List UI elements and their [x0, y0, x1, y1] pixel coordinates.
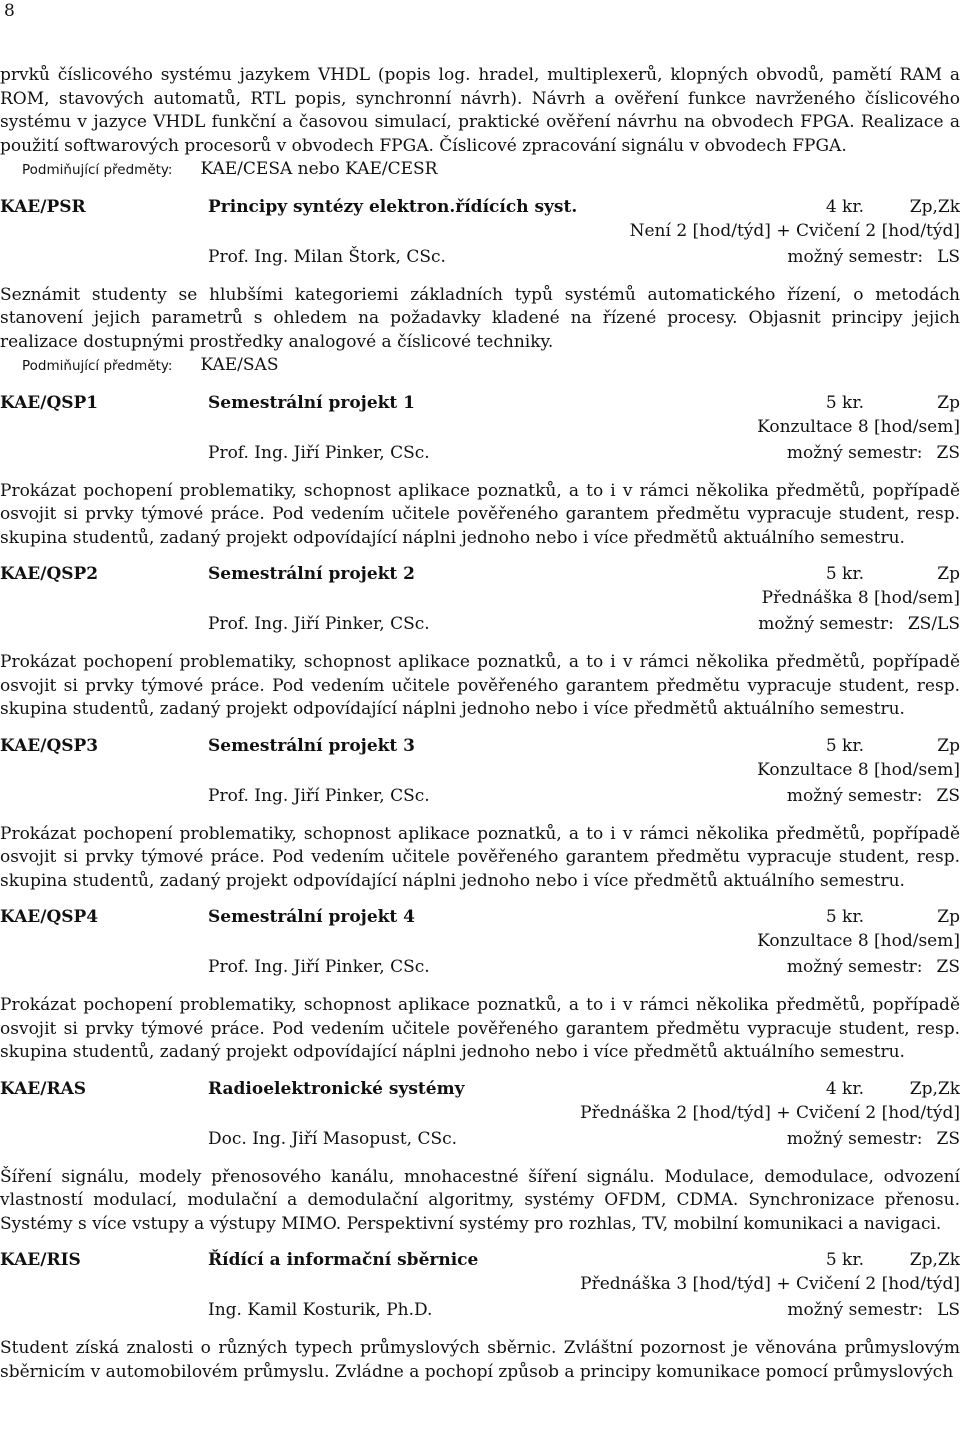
- course-code: KAE/RIS: [0, 1250, 81, 1270]
- course-hours: Přednáška 3 [hod/týd] + Cvičení 2 [hod/týd]: [580, 1274, 960, 1294]
- course-semester: [758, 613, 960, 637]
- course-entry: [0, 563, 960, 722]
- course-teacher: Prof. Ing. Milan Štork, CSc.: [208, 246, 446, 267]
- course-credits: 4 kr.: [825, 196, 864, 217]
- page-number: 8: [4, 1, 15, 21]
- prereq-value: KAE/CESA nebo KAE/CESR: [200, 159, 438, 179]
- prereq-value: KAE/SAS: [200, 355, 279, 375]
- semester-value: ZS: [936, 1128, 960, 1149]
- course-description: Prokázat pochopení problematiky, schopnost aplikace poznatků, a to i v rámci několika předmětů, popřípadě osvojit si prvky týmové práce. Pod vedením učitele pověřeného garantem předmětu vypracuje student, resp. skupina studentů, zadaný projekt odpovídající náplni jednoho nebo i více předmětů aktuálního semestru.: [0, 480, 960, 548]
- prereq-label: Podmiňující předměty:: [22, 162, 173, 178]
- course-header: [0, 392, 960, 416]
- course-hours: Přednáška 8 [hod/sem]: [761, 588, 960, 608]
- course-header: [0, 563, 960, 587]
- course-meta: [0, 613, 960, 637]
- course-title: Semestrální projekt 2: [208, 564, 416, 584]
- course-title: Řídící a informační sběrnice: [208, 1250, 479, 1270]
- course-type: Zp,Zk: [909, 1078, 960, 1099]
- course-entry: [0, 196, 960, 379]
- semester-value: LS: [937, 246, 960, 267]
- course-title: Semestrální projekt 3: [208, 735, 416, 756]
- course-title: Semestrální projekt 4: [208, 907, 416, 927]
- course-title: Principy syntézy elektron.řídících syst.: [208, 196, 578, 217]
- course-description: Prokázat pochopení problematiky, schopnost aplikace poznatků, a to i v rámci několika předmětů, popřípadě osvojit si prvky týmové práce. Pod vedením učitele pověřeného garantem předmětu vypracuje student, resp. skupina studentů, zadaný projekt odpovídající náplni jednoho nebo i více předmětů aktuálního semestru.: [0, 823, 960, 891]
- course-type: Zp: [937, 392, 960, 413]
- course-type: Zp: [937, 564, 960, 584]
- course-hours: Konzultace 8 [hod/sem]: [757, 416, 960, 437]
- course-credits: 4 kr.: [825, 1078, 864, 1099]
- course-semester: [787, 785, 960, 809]
- course-entry: [0, 1078, 960, 1237]
- semester-label: možný semestr:: [787, 246, 924, 267]
- semester-value: LS: [937, 1300, 960, 1320]
- course-semester: [787, 1128, 960, 1152]
- course-credits: 5 kr.: [825, 564, 864, 584]
- course-type: Zp,Zk: [909, 196, 960, 217]
- course-credits: 5 kr.: [825, 392, 864, 413]
- course-teacher: Ing. Kamil Kosturik, Ph.D.: [208, 1300, 433, 1320]
- course-teacher: Prof. Ing. Jiří Pinker, CSc.: [208, 614, 430, 634]
- course-hours: Není 2 [hod/týd] + Cvičení 2 [hod/týd]: [629, 220, 960, 241]
- course-meta: [0, 246, 960, 270]
- course-hours: Konzultace 8 [hod/sem]: [757, 931, 960, 951]
- course-description: Šíření signálu, modely přenosového kanálu, mnohacestné šíření signálu. Modulace, demodulace, odvození vlastností modulací, modulační a demodulační algoritmy, systémy OFDM, CDMA. Synchronizace přenosu. Systémy s více vstupy a výstupy MIMO. Perspektivní systémy pro rozhlas, TV, mobilní komunikaci a navigaci.: [0, 1166, 960, 1234]
- intro-paragraph: prvků číslicového systému jazykem VHDL (popis log. hradel, multiplexerů, klopných obvodů, pamětí RAM a ROM, stavových automatů, RTL popis, synchronní návrh). Návrh a ověření funkce navrženého číslicového systému v jazyce VHDL funkční a časovou simulací, praktické ověření návrhu na obvodech FPGA. Realizace a použití softwarových procesorů v obvodech FPGA. Číslicové zpracování signálu v obvodech FPGA.: [0, 65, 960, 156]
- semester-label: možný semestr:: [758, 614, 894, 634]
- course-entry: [0, 906, 960, 1065]
- document-body: [0, 64, 960, 1384]
- prereq-label: Podmiňující předměty:: [22, 358, 173, 374]
- course-entry: [0, 735, 960, 894]
- course-description: Seznámit studenty se hlubšími kategoriemi základních typů systémů automatického řízení, o metodách stanovení jejich parametrů s ohledem na požadavky kladené na řízené procesy. Objasnit principy jejich realizace dostupnými prostředky analogové a číslicové techniky.: [0, 284, 960, 352]
- course-header: [0, 196, 960, 220]
- course-code: KAE/PSR: [0, 196, 86, 217]
- course-teacher: Doc. Ing. Jiří Masopust, CSc.: [208, 1128, 458, 1149]
- semester-value: ZS: [936, 785, 960, 806]
- course-description: Prokázat pochopení problematiky, schopnost aplikace poznatků, a to i v rámci několika předmětů, popřípadě osvojit si prvky týmové práce. Pod vedením učitele pověřeného garantem předmětu vypracuje student, resp. skupina studentů, zadaný projekt odpovídající náplni jednoho nebo i více předmětů aktuálního semestru.: [0, 652, 960, 719]
- course-description: Prokázat pochopení problematiky, schopnost aplikace poznatků, a to i v rámci několika předmětů, popřípadě osvojit si prvky týmové práce. Pod vedením učitele pověřeného garantem předmětu vypracuje student, resp. skupina studentů, zadaný projekt odpovídající náplni jednoho nebo i více předmětů aktuálního semestru.: [0, 995, 960, 1062]
- course-teacher: Prof. Ing. Jiří Pinker, CSc.: [208, 957, 430, 977]
- course-prerequisites: [0, 354, 960, 379]
- course-semester: [787, 956, 960, 980]
- semester-label: možný semestr:: [786, 442, 923, 463]
- course-code: KAE/QSP2: [0, 564, 99, 584]
- course-type: Zp: [937, 907, 960, 927]
- course-meta: [0, 1128, 960, 1152]
- course-meta: [0, 956, 960, 980]
- course-semester: [787, 246, 960, 270]
- semester-label: možný semestr:: [786, 1128, 923, 1149]
- semester-value: ZS: [936, 957, 960, 977]
- course-semester: [787, 442, 960, 466]
- semester-value: ZS: [936, 442, 960, 463]
- course-title: Radioelektronické systémy: [208, 1078, 465, 1099]
- course-header: [0, 906, 960, 930]
- course-semester: [787, 1299, 960, 1323]
- course-header: [0, 735, 960, 759]
- course-hours: Přednáška 2 [hod/týd] + Cvičení 2 [hod/týd]: [580, 1102, 960, 1123]
- course-code: KAE/QSP4: [0, 907, 99, 927]
- course-entry: [0, 1249, 960, 1384]
- course-code: KAE/QSP1: [0, 392, 99, 413]
- course-entry: [0, 392, 960, 551]
- course-code: KAE/RAS: [0, 1078, 87, 1099]
- semester-label: možný semestr:: [786, 785, 923, 806]
- course-meta: [0, 442, 960, 466]
- semester-label: možný semestr:: [787, 1300, 924, 1320]
- course-header: [0, 1249, 960, 1273]
- course-type: Zp,Zk: [909, 1250, 960, 1270]
- course-credits: 5 kr.: [825, 907, 864, 927]
- intro-prerequisites: [0, 158, 960, 183]
- course-hours: Konzultace 8 [hod/sem]: [757, 759, 960, 780]
- course-credits: 5 kr.: [825, 735, 864, 756]
- course-title: Semestrální projekt 1: [208, 392, 416, 413]
- semester-label: možný semestr:: [786, 957, 923, 977]
- course-teacher: Prof. Ing. Jiří Pinker, CSc.: [208, 442, 430, 463]
- course-meta: [0, 1299, 960, 1323]
- course-meta: [0, 785, 960, 809]
- course-teacher: Prof. Ing. Jiří Pinker, CSc.: [208, 785, 430, 806]
- course-header: [0, 1078, 960, 1102]
- course-type: Zp: [937, 735, 960, 756]
- semester-value: ZS/LS: [907, 614, 960, 634]
- course-credits: 5 kr.: [825, 1250, 864, 1270]
- course-code: KAE/QSP3: [0, 735, 99, 756]
- course-description: Student získá znalosti o různých typech průmyslových sběrnic. Zvláštní pozornost je věnována průmyslovým sběrnicím v automobilovém průmyslu. Zvládne a pochopí způsob a principy komunikace pomocí průmyslových: [0, 1338, 960, 1382]
